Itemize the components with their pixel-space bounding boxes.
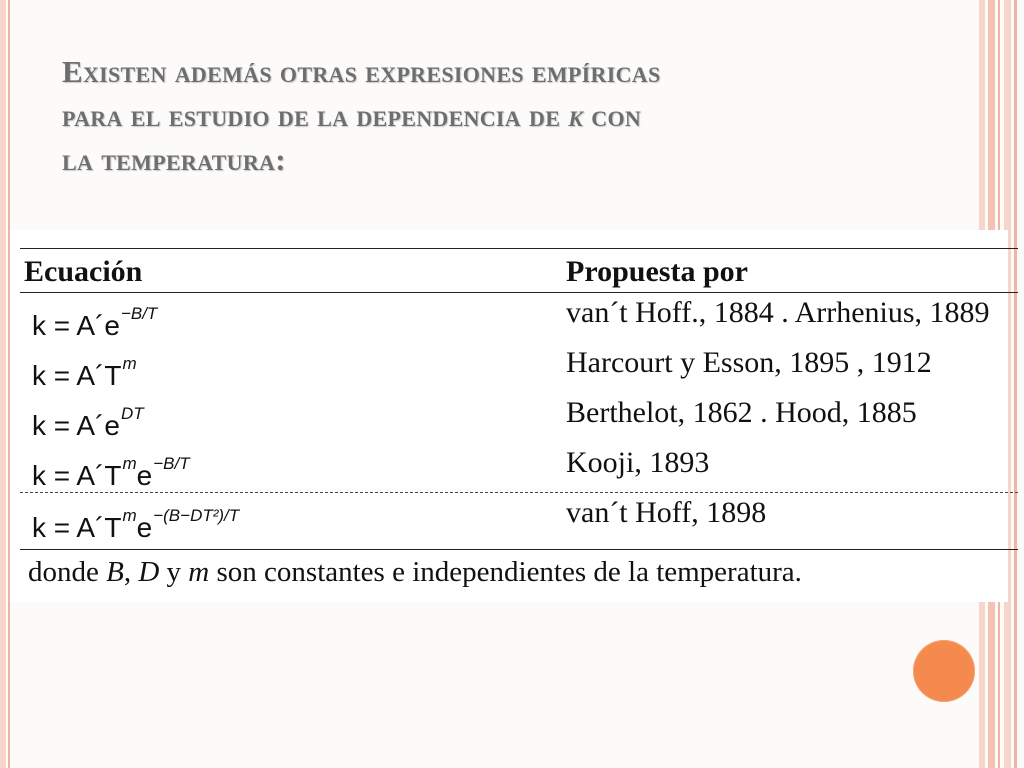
title-line-2-start: para el estudio de la dependencia de <box>62 98 569 133</box>
author-row-1: van´t Hoff., 1884 . Arrhenius, 1889 <box>566 296 990 329</box>
decorative-circle <box>913 640 975 702</box>
author-row-3: Berthelot, 1862 . Hood, 1885 <box>566 396 917 429</box>
table-bottom-rule <box>20 549 1018 550</box>
title-line-1: Existen además otras expresiones empíricas <box>62 54 661 89</box>
note-variable-b: B <box>106 556 124 588</box>
equation-second-base: e <box>136 512 153 543</box>
equation-base: k = A´e <box>32 410 120 441</box>
table-header-rule <box>20 292 1018 293</box>
title-line-2 <box>62 94 942 138</box>
header-equation: Ecuación <box>24 255 143 288</box>
equation-row-5 <box>32 506 239 544</box>
equation-base: k = A´T <box>32 460 122 491</box>
equation-base: k = A´T <box>32 512 122 543</box>
equation-exponent: m <box>122 454 137 473</box>
note-separator: , <box>123 556 139 588</box>
right-stripe-line <box>1014 0 1017 768</box>
equation-second-base: e <box>136 460 153 491</box>
equations-table <box>10 230 1008 602</box>
note-variable-d: D <box>138 556 160 588</box>
note-prefix: donde <box>28 556 107 588</box>
author-row-2: Harcourt y Esson, 1895 , 1912 <box>566 346 932 379</box>
author-row-4: Kooji, 1893 <box>566 446 710 479</box>
equation-second-exponent: −B/T <box>153 454 190 473</box>
equation-exponent: m <box>122 354 137 373</box>
header-proposed-by: Propuesta por <box>566 255 748 288</box>
equation-exponent: DT <box>120 404 144 423</box>
equation-base: k = A´T <box>32 360 122 391</box>
title-line-2-end: con <box>583 98 642 133</box>
equation-row-3 <box>32 404 144 442</box>
title-line-3: la temperatura: <box>62 142 286 177</box>
note-separator: y <box>159 556 189 588</box>
title-variable-k: k <box>568 98 584 133</box>
equation-row-2 <box>32 354 137 392</box>
note-suffix: son constantes e independientes de la temperatura. <box>209 556 802 588</box>
author-row-5: van´t Hoff, 1898 <box>566 496 767 529</box>
equation-row-1 <box>32 304 157 342</box>
table-dashed-rule <box>20 492 1018 493</box>
note-variable-m: m <box>188 556 210 588</box>
equation-base: k = A´e <box>32 310 120 341</box>
equation-row-4 <box>32 454 190 492</box>
left-stripe <box>0 0 6 768</box>
table-footnote <box>28 556 802 589</box>
equation-second-exponent: −(B−DT²)/T <box>153 506 240 525</box>
equation-exponent: m <box>122 506 137 525</box>
table-top-rule <box>20 248 1018 249</box>
equation-exponent: −B/T <box>120 304 158 323</box>
slide-title <box>62 50 942 182</box>
